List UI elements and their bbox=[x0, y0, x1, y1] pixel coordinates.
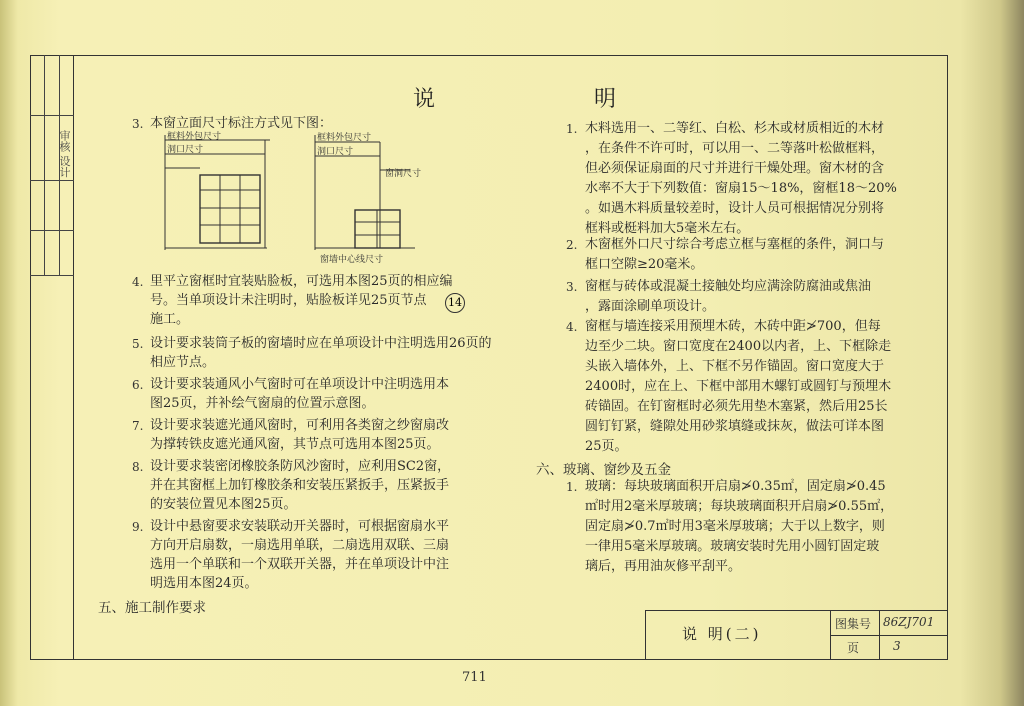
item-line: 一律用5毫米厚玻璃。玻璃安装时先用小圆钉固定玻 bbox=[585, 539, 880, 554]
figure-label: 框料外包尺寸 bbox=[167, 132, 222, 142]
item-line: 设计要求装遮光通风窗时，可利用各类窗之纱窗扇改 bbox=[150, 418, 450, 433]
item-line: 里平立窗框时宜装贴脸板，可选用本图25页的相应编 bbox=[150, 274, 453, 289]
item-line: 设计要求装筒子板的窗墙时应在单项设计中注明选用26页的 bbox=[150, 336, 492, 351]
strip-line bbox=[30, 115, 74, 116]
item-number: 9. bbox=[132, 520, 144, 534]
item-number: 3. bbox=[566, 280, 578, 294]
item-line: 设计要求装通风小气窗时可在单项设计中注明选用本 bbox=[150, 377, 450, 392]
item-number: 7. bbox=[132, 419, 144, 433]
item-line: 边至少二块。窗口宽度在2400以内者，上、下框除走 bbox=[585, 339, 892, 354]
item-number: 5. bbox=[132, 337, 144, 351]
item-line: 砖锚固。在钉窗框时必须先用垫木塞紧，然后用25长 bbox=[585, 399, 888, 414]
section-heading-six: 六、玻璃、窗纱及五金 bbox=[536, 462, 671, 478]
item-number: 4. bbox=[132, 275, 144, 289]
item-line: ㎡时用2毫米厚玻璃；每块玻璃面积开启扇≯0.55㎡， bbox=[585, 499, 894, 514]
item-line: 璃后，再用油灰修平刮平。 bbox=[585, 559, 742, 574]
item-line: 圆钉钉紧，缝隙处用砂浆填缝或抹灰，做法可详本图 bbox=[585, 419, 885, 434]
title-block-title: 说 明(二) bbox=[682, 625, 762, 643]
item-line: 框料或梃料加大5毫米左右。 bbox=[585, 221, 750, 236]
figure-label: 窗墙中心线尺寸 bbox=[320, 255, 384, 265]
page-value: 3 bbox=[893, 639, 901, 653]
item-line: 框口空隙≥20毫米。 bbox=[585, 257, 704, 272]
item-line: 明选用本图24页。 bbox=[150, 576, 258, 591]
node-reference-circle: 14 bbox=[445, 293, 465, 313]
figure-label: 洞口尺寸 bbox=[167, 145, 204, 155]
item-line: 固定扇≯0.7㎡时用3毫米厚玻璃；大于以上数字，则 bbox=[585, 519, 885, 534]
page-label: 页 bbox=[847, 641, 860, 655]
item-line: 方向开启扇数，一扇选用单联，二扇选用双联、三扇 bbox=[150, 538, 450, 553]
item-line: 木窗框外口尺寸综合考虑立框与塞框的条件，洞口与 bbox=[585, 237, 885, 252]
item-line: 并在其窗框上加钉橡胶条和安装压紧扳手，压紧扳手 bbox=[150, 478, 450, 493]
item-line: 相应节点。 bbox=[150, 355, 216, 370]
item-number: 1. bbox=[566, 480, 578, 494]
atlas-label: 图集号 bbox=[835, 617, 872, 631]
item-line: 玻璃：每块玻璃面积开启扇≯0.35㎡，固定扇≯0.45 bbox=[585, 479, 886, 494]
section-heading-five: 五、施工制作要求 bbox=[98, 600, 206, 616]
side-strip-text: 审核 设计 bbox=[58, 130, 71, 178]
item-line: 窗框与墙连接采用预埋木砖，木砖中距≯700，但每 bbox=[585, 319, 881, 334]
figure-label: 框料外包尺寸 bbox=[317, 133, 372, 143]
title-block-page-row bbox=[831, 635, 947, 659]
item-line: 25页。 bbox=[585, 439, 628, 454]
item-line: 水率不大于下列数值：窗扇15～18%，窗框18～20% bbox=[585, 181, 897, 196]
item-line: 头嵌入墙体外，上、下框不另作锚固。窗口宽度大于 bbox=[585, 359, 885, 374]
item-number: 3. bbox=[132, 117, 144, 131]
item-line: 图25页，并补绘气窗扇的位置示意图。 bbox=[150, 396, 375, 411]
heading-left: 说 bbox=[413, 87, 438, 112]
strip-line bbox=[30, 230, 74, 231]
heading-right: 明 bbox=[594, 87, 619, 112]
item-number: 4. bbox=[566, 320, 578, 334]
item-line: 设计中悬窗要求安装联动开关器时，可根据窗扇水平 bbox=[150, 519, 450, 534]
item-number: 1. bbox=[566, 122, 578, 136]
item-line: 本窗立面尺寸标注方式见下图： bbox=[150, 116, 333, 131]
window-dimension-figure bbox=[155, 130, 435, 270]
item-line: 号。当单项设计未注明时，贴脸板详见25页节点 bbox=[150, 293, 427, 308]
strip-line bbox=[30, 275, 74, 276]
item-line: 窗框与砖体或混凝土接触处均应满涂防腐油或焦油 bbox=[585, 279, 872, 294]
title-block-title-cell bbox=[646, 611, 831, 659]
item-line: ，在条件不许可时，可以用一、二等落叶松做框料， bbox=[585, 141, 885, 156]
item-line: 设计要求装密闭橡胶条防风沙窗时，应利用SC2窗， bbox=[150, 459, 451, 474]
item-line: 为撑转铁皮遮光通风窗，其节点可选用本图25页。 bbox=[150, 437, 440, 452]
item-line: 但必须保证扇面的尺寸并进行干燥处理。窗木材的含 bbox=[585, 161, 885, 176]
strip-divider bbox=[44, 55, 45, 275]
figure-label: 洞口尺寸 bbox=[317, 147, 354, 157]
item-number: 2. bbox=[566, 238, 578, 252]
item-line: ，露面涂刷单项设计。 bbox=[585, 299, 716, 314]
item-line: 。如遇木料质量较差时，设计人员可根据情况分别将 bbox=[585, 201, 885, 216]
title-block-atlas-row bbox=[831, 611, 947, 635]
item-line: 2400时，应在上、下框中部用木螺钉或圆钉与预埋木 bbox=[585, 379, 892, 394]
item-line: 选用一个单联和一个双联开关器，并在单项设计中注 bbox=[150, 557, 450, 572]
item-line: 施工。 bbox=[150, 312, 190, 327]
page-number: 711 bbox=[462, 670, 487, 685]
item-number: 8. bbox=[132, 460, 144, 474]
item-number: 6. bbox=[132, 378, 144, 392]
figure-label: 窗洞尺寸 bbox=[385, 169, 422, 179]
strip-line bbox=[30, 180, 74, 181]
atlas-value: 86ZJ701 bbox=[883, 615, 935, 629]
item-line: 的安装位置见本图25页。 bbox=[150, 497, 297, 512]
title-block bbox=[645, 610, 948, 660]
item-line: 木料选用一、二等红、白松、杉木或材质相近的木材 bbox=[585, 121, 885, 136]
